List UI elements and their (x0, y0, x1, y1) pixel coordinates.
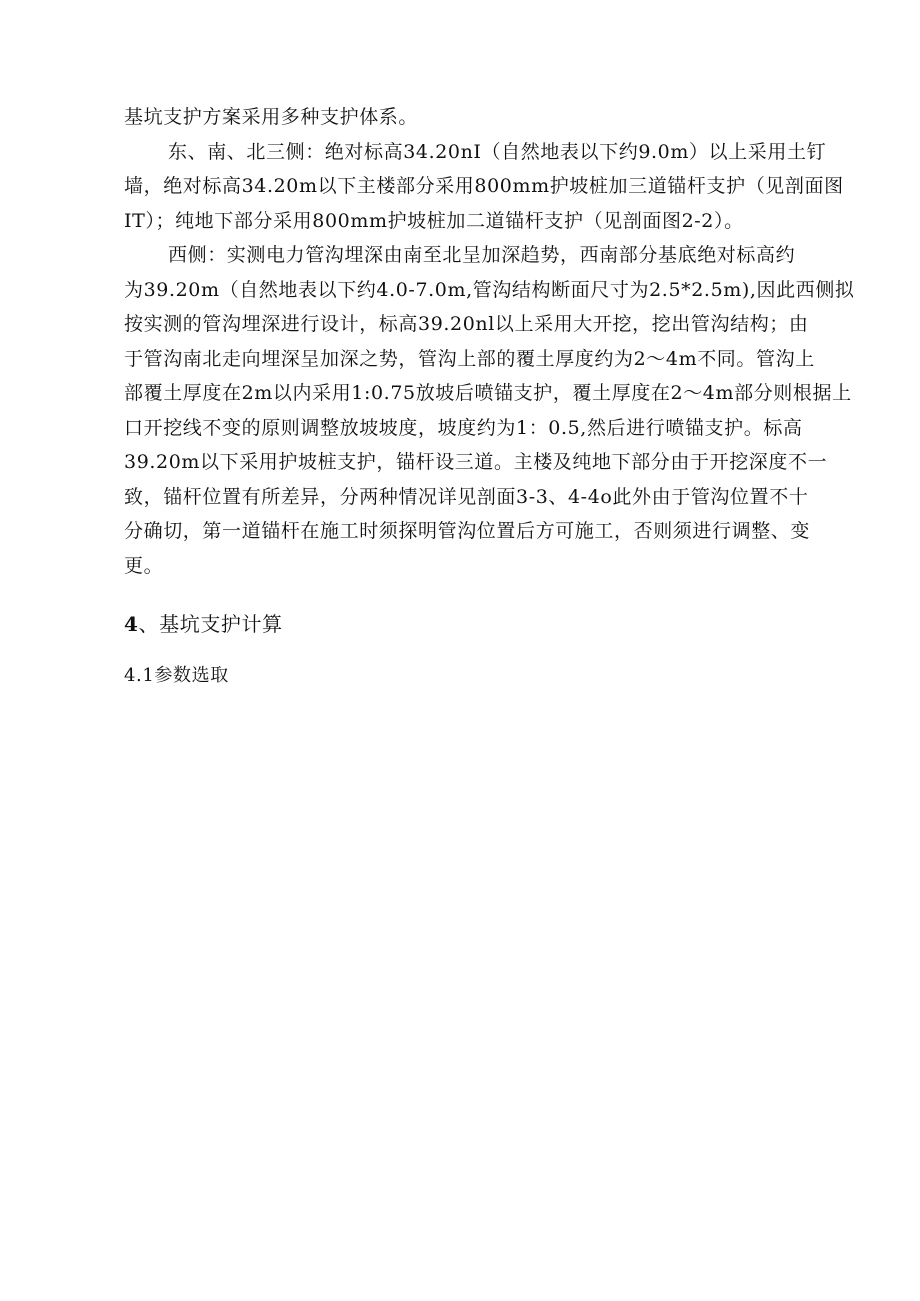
section-title: 、基坑支护计算 (138, 612, 283, 636)
text-line: 墙，绝对标高34.20m以下主楼部分采用800mm护坡桩加三道锚杆支护（见剖面图 (124, 175, 844, 197)
text-line: 东、南、北三侧：绝对标高34.20nI（自然地表以下约9.0m）以上采用土钉 (168, 140, 827, 163)
text-line: 西侧：实测电力管沟埋深由南至北呈加深趋势，西南部分基底绝对标高约 (168, 244, 796, 266)
text-line: 为39.20m（自然地表以下约4.0-7.0m,管沟结构断面尺寸为2.5*2.5m),因此西侧拟 (124, 278, 855, 301)
text-line: 口开挖线不变的原则调整放坡坡度，坡度约为1：0.5,然后进行喷锚支护。标高 (124, 416, 803, 439)
text-line: 部覆土厚度在2m以内采用1:0.75放坡后喷锚支护，覆土厚度在2～4m部分则根据上 (124, 382, 852, 404)
text-line: 分确切，第一道锚杆在施工时须探明管沟位置后方可施工，否则须进行调整、变 (124, 520, 811, 542)
paragraph-intro (124, 100, 824, 135)
paragraph-east-south-north (124, 135, 844, 239)
document-page (124, 100, 855, 691)
text-line: 基坑支护方案采用多种支护体系。 (124, 106, 419, 128)
section-heading (124, 607, 824, 641)
text-line: 按实测的管沟埋深进行设计，标高39.20nl以上采用大开挖，挖出管沟结构；由 (124, 313, 809, 335)
section-number: 4 (124, 612, 139, 636)
text-line: 致，锚杆位置有所差异，分两种情况详见剖面3-3、4-4o此外由于管沟位置不十 (124, 485, 809, 508)
text-line: IT）；纯地下部分采用800mm护坡桩加二道锚杆支护（见剖面图2-2）。 (124, 209, 744, 232)
subsection-heading: 4.1参数选取 (124, 665, 229, 686)
text-line: 39.20m以下采用护坡桩支护，锚杆设三道。主楼及纯地下部分由于开挖深度不一 (124, 451, 828, 473)
paragraph-west (124, 238, 855, 583)
text-line: 于管沟南北走向埋深呈加深之势，管沟上部的覆土厚度约为2～4m不同。管沟上 (124, 347, 815, 370)
text-line: 更。 (124, 554, 164, 577)
